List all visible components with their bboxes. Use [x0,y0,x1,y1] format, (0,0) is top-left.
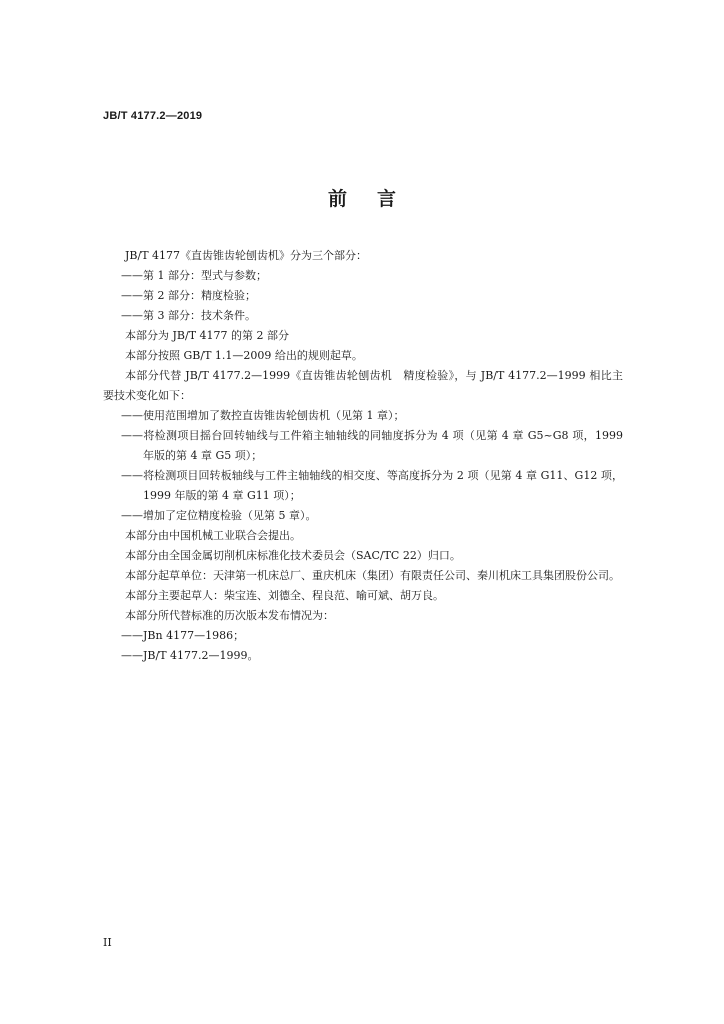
paragraph: 本部分所代替标准的历次版本发布情况为： [125,609,334,622]
list-item: ——JB/T 4177.2—1999。 [121,649,259,662]
paragraph: JB/T 4177《直齿锥齿轮刨齿机》分为三个部分： [125,249,368,262]
paragraph: 本部分由全国金属切削机床标准化技术委员会（SAC/TC 22）归口。 [125,549,461,562]
standard-code: JB/T 4177.2—2019 [103,110,203,122]
list-item: ——第 2 部分：精度检验； [121,289,256,302]
list-item: ——第 3 部分：技术条件。 [121,309,256,322]
paragraph: 本部分按照 GB/T 1.1—2009 给出的规则起草。 [125,349,363,362]
list-item: ——JBn 4177—1986； [121,629,245,642]
paragraph: 本部分主要起草人：柴宝连、刘德全、程良范、喻可斌、胡万良。 [125,589,444,602]
paragraph: 本部分由中国机械工业联合会提出。 [125,529,301,542]
page-title: 前言 [327,188,426,210]
list-item: ——增加了定位精度检验（见第 5 章）。 [121,509,317,522]
paragraph: 本部分为 JB/T 4177 的第 2 部分 [125,329,290,342]
list-item: ——将检测项目回转板轴线与工件主轴轴线的相交度、等高度拆分为 2 项（见第 4 章 G11、G12 项，1999 年版的第 4 章 G11 项）； [121,469,623,502]
paragraph: 本部分起草单位：天津第一机床总厂、重庆机床（集团）有限责任公司、秦川机床工具集团股份公司。 [125,569,620,582]
list-item: ——第 1 部分：型式与参数； [121,269,267,282]
page-number: II [103,936,112,949]
list-item: ——将检测项目摇台回转轴线与工件箱主轴轴线的同轴度拆分为 4 项（见第 4 章 G5~G8 项，1999 年版的第 4 章 G5 项）； [121,429,623,462]
document-body [103,246,623,666]
paragraph: 本部分代替 JB/T 4177.2—1999《直齿锥齿轮刨齿机 精度检验》，与 JB/T 4177.2—1999 相比主要技术变化如下： [103,369,623,402]
list-item: ——使用范围增加了数控直齿锥齿轮刨齿机（见第 1 章）； [121,409,405,422]
